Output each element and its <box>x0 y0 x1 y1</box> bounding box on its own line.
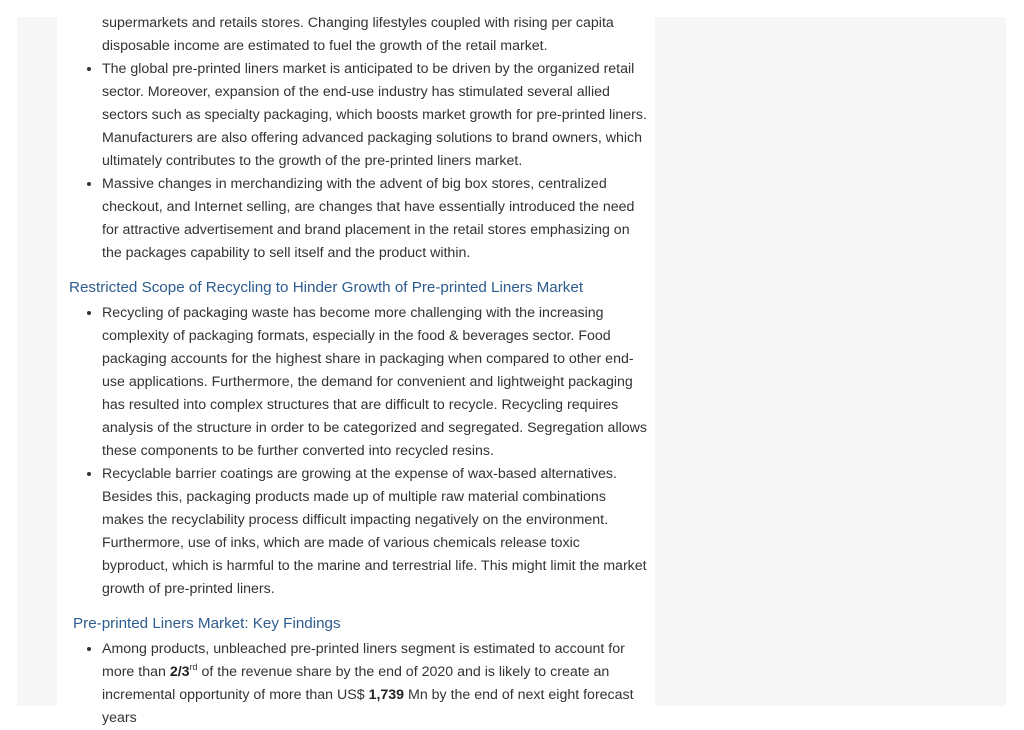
intro-tail-line-2: disposable income are estimated to fuel the growth of the retail market. <box>102 38 548 54</box>
restricted-bullet-list <box>57 302 647 601</box>
list-item <box>102 638 647 730</box>
list-item: • The global pre-printed liners market is anticipated to be driven by the organized retail sector. Moreover, expansion of the end-use industry has stimulated several allied sectors such as specialty packaging, which boosts market growth for pre-printed liners. Manufacturers are also offering advanced packaging solutions to brand owners, which ultimately contributes to the growth of the pre-printed liners market. <box>102 58 647 173</box>
share-value: 2/3 <box>169 664 190 680</box>
list-item: • Recyclable barrier coatings are growing at the expense of wax-based alternatives. Besides this, packaging products made up of multiple raw material combinations makes the recyclability process difficult impacting negatively on the environment. Furthermore, use of inks, which are made of various chemicals release toxic byproduct, which is harmful to the marine and terrestrial life. This might limit the market growth of pre-printed liners. <box>102 463 647 601</box>
list-item: • Massive changes in merchandizing with the advent of big box stores, centralized checkout, and Internet selling, are changes that have essentially introduced the need for attractive advertisement and brand placement in the retail stores emphasizing on the packages capability to sell itself and the product within. <box>102 173 647 265</box>
finding-text-c: Mn by the end of next eight forecast years <box>102 687 634 726</box>
finding-text-b: of the revenue share by the end of 2020 and is likely to create an incremental opportunity of more than US$ <box>102 664 610 703</box>
article-content <box>57 12 647 730</box>
opportunity-amount: 1,739 <box>368 687 405 703</box>
left-gutter <box>17 17 57 706</box>
intro-bullet-list <box>57 12 647 265</box>
share-suffix: rd <box>189 662 198 672</box>
right-sidebar-panel <box>655 17 1006 706</box>
finding-text-a: Among products, unbleached pre-printed liners segment is estimated to account for more than <box>102 641 625 680</box>
intro-tail-line-1: supermarkets and retails stores. Changing lifestyles coupled with rising per capita <box>102 15 614 31</box>
intro-continued-bullet <box>102 12 647 58</box>
section-heading-restricted-recycling: Restricted Scope of Recycling to Hinder Growth of Pre-printed Liners Market <box>69 279 584 296</box>
article-body <box>57 15 655 726</box>
list-item: • Recycling of packaging waste has become more challenging with the increasing complexity of packaging formats, especially in the food & beverages sector. Food packaging accounts for the highest share in packaging when compared to other end-use applications. Furthermore, the demand for convenient and lightweight packaging has resulted into complex structures that are difficult to recycle. Recycling requires analysis of the structure in order to be categorized and segregated. Segregation allows these components to be further converted into recycled resins. <box>102 302 647 463</box>
section-heading-key-findings: Pre-printed Liners Market: Key Findings <box>73 615 341 632</box>
findings-bullet-list <box>57 638 647 730</box>
